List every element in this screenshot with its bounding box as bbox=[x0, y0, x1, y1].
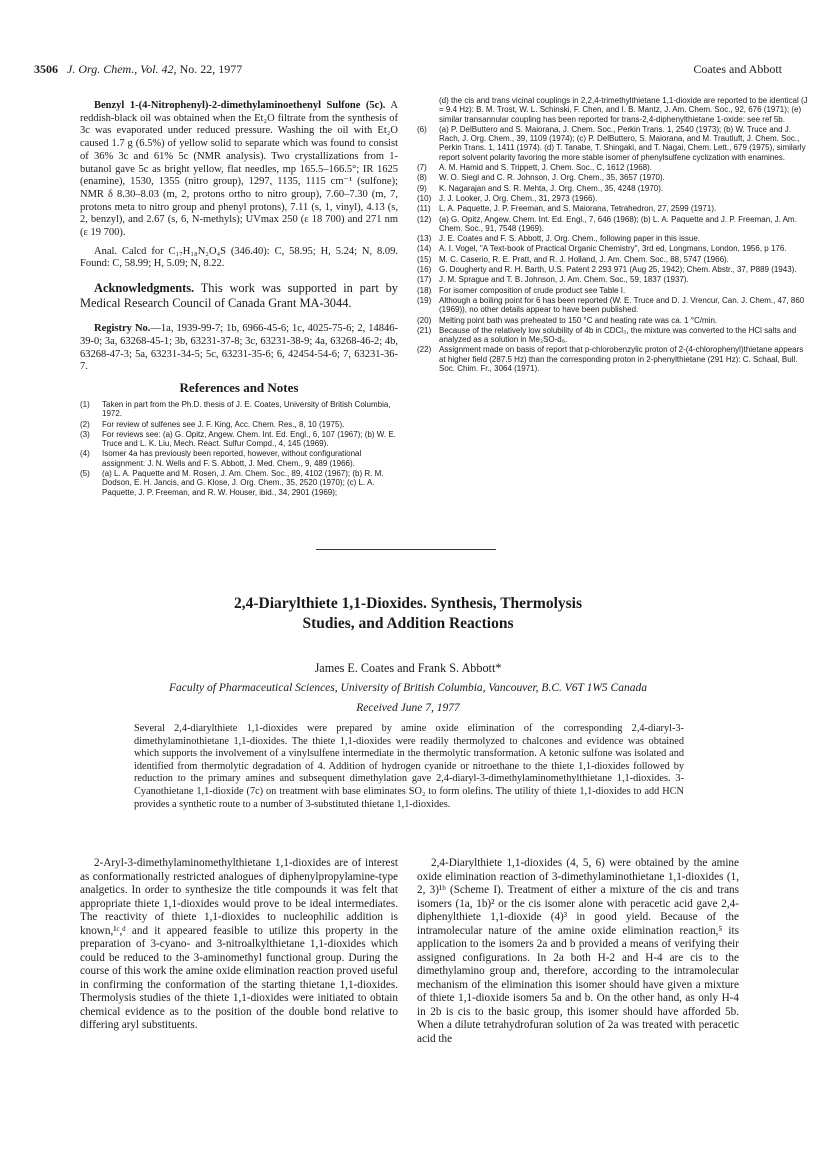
acknowledgments bbox=[80, 281, 398, 311]
ack-text: This work was supported in part by Medical Research Council of Canada Grant MA-3044. bbox=[80, 281, 398, 311]
ack-heading: Acknowledgments. bbox=[94, 281, 195, 296]
references-list-left bbox=[80, 400, 398, 497]
reference-item: (7) A. M. Hamid and S. Trippett, J. Chem. Soc., C, 1612 (1968). bbox=[417, 163, 652, 173]
reference-item: (14) A. I. Vogel, "A Text-book of Practical Organic Chemistry", 3rd ed, Longmans, London, 1956, p 176. bbox=[417, 244, 787, 254]
reference-item: (5) (a) L. A. Paquette and M. Rosen, J. Am. Chem. Soc., 89, 4102 (1967); (b) R. M. Dodson, E. H. Jancis, and G. Klose, J. Org. Chem., 35, 2520 (1970); (c) L. A. Paquette, J. P. Freeman, and R. W. Houser, ibid., 34, 2901 (1969); bbox=[80, 469, 384, 497]
references-heading: References and Notes bbox=[179, 379, 299, 395]
body-text-right: 2,4-Diarylthiete 1,1-dioxides (4, 5, 6) were obtained by the amine oxide elimination reaction of 3-dimethylaminothietane 1,1-dioxides (1, 2, 3)¹ᵇ (Scheme I). Treatment of either a mixture of the cis and trans isomers (1a, 1b)² or the cis isomer alone with peracetic acid gave 2,4-diphenylthiete 1,1-dioxide (4)³ in good yield. Because of the intramolecular nature of the amine oxide elimination reaction,⁵ its application to the isomers 2a and b provided a means of verifying their assigned configurations. In 2a both H-2 and H-4 are cis to the dimethylamino group and, therefore, according to the intramolecular mechanism of the elimination this isomer should have given a mixture of thiete 1,1-dioxide isomers 5a and b. On the other hand, as only H-4 in 2b is cis to the basic group, this isomer should have afforded 5b. When a dilute tetrahydrofuran solution of 2a was treated with peracetic acid the bbox=[417, 857, 739, 1045]
registry-text: —1a, 1939-99-7; 1b, 6966-45-6; 1c, 4025-75-6; 2, 14846-39-0; 3a, 63268-45-1; 3b, 63231-37-8; 3c, 63231-38-9; 4a, 63268-46-2; 4b, 63268-47-3; 5a, 63231-34-5; 5c, 63231-35-6; 6, 42454-54-6; 7, 63231-36-7. bbox=[80, 323, 398, 373]
reference-item: (10) J. J. Looker, J. Org. Chem., 31, 2973 (1966). bbox=[417, 193, 598, 203]
reference-continuation: (d) the cis and trans vicinal couplings in 2,2,4-trimethylthietane 1,1-dioxide are reported to be identical (J = 9.4 Hz): B. M. Trost, W. L. Schinski, F. Chen, and I. B. Mantz, J. Am. Chem. Soc., 92, 676 (1971); (e) similar transannular coupling has been reported for trans-2,4-diphenylthietane 1-oxide: see ref 5b. bbox=[439, 96, 808, 124]
reference-item: (19) Although a boiling point for 6 has been reported (W. E. Truce and D. J. Vrencur, Can. J. Chem., 47, 860 (1969)), no other details appear to have been published. bbox=[417, 295, 805, 315]
journal-issue: No. 22, 1977 bbox=[179, 62, 243, 76]
reference-item: (21) Because of the relatively low solubility of 4b in CDCl₃, the mixture was converted to the HCl salts and analyzed as a solution in Me₂SO-d₆. bbox=[417, 325, 797, 345]
registry-heading: Registry No. bbox=[94, 323, 151, 335]
left-column-top bbox=[80, 100, 398, 498]
page-number: 3506 bbox=[34, 62, 58, 76]
compound-text: A reddish-black oil was obtained when the Et₂O filtrate from the synthesis of 3c was evaporated under reduced pressure. Washing the oil with Et₂O caused 1.7 g (6.5%) of yellow solid to separate which was found to consist of 36% 3c and 61% 5c (NMR analysis). Two crystallizations from 1-butanol gave 5c as bright yellow, flat needles, mp 165.5–166.5°; IR 1625 (enamine), 1530, 1355 (nitro group), 1297, 1135, 1115 cm⁻¹ (sulfone); NMR δ 8.30–8.03 (m, 2, protons ortho to nitro group), 7.60–7.30 (m, 7, protons meta to nitro group and phenyl protons), 7.11 (s, 1, vinyl), 4.13 (s, 2, benzyl), and 2.67 (s, 6, N-methyls); UVmax 250 (ε 18 700) and 271 nm (ε 19 700). bbox=[80, 100, 398, 239]
header-citation bbox=[34, 62, 242, 77]
journal-name: J. Org. Chem., bbox=[67, 62, 138, 76]
reference-item: (22) Assignment made on basis of report that p-chlorobenzylic proton of 2-(4-chlorophenyl)thietane appears at higher field (287.5 Hz) than the corresponding proton in 2-phenylthietane (291 Hz): C. Schaal, Bull. Soc. Chim. Fr., 3064 (1971). bbox=[417, 345, 804, 374]
running-header bbox=[34, 62, 782, 76]
references-list-right bbox=[417, 96, 808, 374]
experimental-paragraph bbox=[80, 100, 398, 240]
registry-numbers bbox=[80, 323, 398, 374]
reference-item: (17) J. M. Sprague and T. B. Johnson, J. Am. Chem. Soc., 59, 1837 (1937). bbox=[417, 275, 689, 285]
reference-item: (16) G. Dougherty and R. H. Barth, U.S. Patent 2 293 971 (Aug 25, 1942); Chem. Abstr., 37, P889 (1943). bbox=[417, 265, 797, 275]
reference-item: (12) (a) G. Opitz, Angew. Chem. Int. Ed. Engl., 7, 646 (1968); (b) L. A. Paquette and J. P. Freeman, J. Am. Chem. Soc., 91, 7548 (1969). bbox=[417, 214, 797, 233]
reference-item: (6) (a) P. DelButtero and S. Maiorana, J. Chem. Soc., Perkin Trans. 1, 2540 (1973); (b) W. Truce and J. Rach, J. Org. Chem., 39, 1109 (1974); (c) P. DelButtero, S. Maiorana, and M. Trautluft, J. Chem. Soc., Perkin Trans. 1, 1411 (1974). (d) T. Tanabe, T. Shingaki, and T. Nagai, Chem. Lett., 679 (1975), similarly report solvent polarity favoring the more stable isomer of phenylsulfene cyclization with enamines. bbox=[417, 124, 806, 162]
article-authors: James E. Coates and Frank S. Abbott* bbox=[314, 661, 502, 675]
reference-item: (18) For isomer composition of crude product see Table I. bbox=[417, 285, 626, 295]
section-divider bbox=[316, 549, 496, 550]
received-date: Received June 7, 1977 bbox=[356, 702, 460, 714]
analysis-paragraph: Anal. Calcd for C₁₇H₁₈N₂O₄S (346.40): C, 58.95; H, 5.24; N, 8.09. Found: C, 58.99; H, 5.09; N, 8.22. bbox=[80, 245, 398, 270]
reference-item: (9) K. Nagarajan and S. R. Mehta, J. Org. Chem., 35, 4248 (1970). bbox=[417, 183, 664, 193]
article-title bbox=[80, 594, 736, 634]
abstract: Several 2,4-diarylthiete 1,1-dioxides were prepared by amine oxide elimination of the corresponding 2,4-diaryl-3-dimethylaminothietane 1,1-dioxides. The thiete 1,1-dioxides were readily thermolyzed to chalcones and evidence was obtained which supports the involvement of a vinylsulfene intermediate in the thermolytic transformation. A ketonic sulfone was isolated and identified from thermolytic degradation of 4. Addition of hydrogen cyanide or nitroethane to the thiete 1,1-dioxides followed by reduction to the primary amines and subsequent dimethylation gave 2,4-diaryl-3-dimethylaminomethylthietane 1,1-dioxides. 3-Cyanothietane 1,1-dioxide (7c) on treatment with base eliminates SO₂ to form olefins. The utility of thiete 1,1-dioxides to add HCN provides a synthetic route to a number of 3-substituted thietane 1,1-dioxides. bbox=[134, 723, 684, 810]
running-head-authors: Coates and Abbott bbox=[693, 62, 782, 76]
reference-item: (13) J. E. Coates and F. S. Abbott, J. Org. Chem., following paper in this issue. bbox=[417, 234, 701, 244]
reference-item: (11) L. A. Paquette, J. P. Freeman, and S. Maiorana, Tetrahedron, 27, 2599 (1971). bbox=[417, 204, 717, 214]
body-text-left: 2-Aryl-3-dimethylaminomethylthietane 1,1-dioxides are of interest as conformationally restricted analogues of diphenylpropylamine-type analgetics. In order to synthesize the title compounds it was felt that appropriate thiete 1,1-dioxides would prove to be ideal intermediates. The reactivity of thiete 1,1-dioxides to nucleophilic addition is known,¹ᶜ,ᵈ and it appeared feasible to utilize this property in the preparation of 3-cyano- and 3-nitroalkylthietane 1,1-dioxides which could be reduced to the 3-aminomethyl functional group. During the course of this work the amine oxide elimination reaction proved useful in confirming the conformation of the starting thietane 1,1-dioxides. Thermolysis studies of the thiete 1,1-dioxides were initiated to obtain chemical evidence as to the position of the double bond relative to differing aryl substituents. bbox=[80, 857, 398, 1031]
reference-item: (8) W. O. Siegl and C. R. Johnson, J. Org. Chem., 35, 3657 (1970). bbox=[417, 173, 665, 183]
journal-volume: Vol. 42, bbox=[140, 62, 177, 76]
reference-item: (15) M. C. Caserio, R. E. Pratt, and R. J. Holland, J. Am. Chem. Soc., 88, 5747 (1966). bbox=[417, 254, 729, 264]
title-line-1: 2,4-Diarylthiete 1,1-Dioxides. Synthesis, Thermolysis bbox=[233, 595, 583, 612]
article-affiliation: Faculty of Pharmaceutical Sciences, University of British Columbia, Vancouver, B.C. V6T 1W5 Canada bbox=[169, 682, 647, 694]
reference-item: (3) For reviews see: (a) G. Opitz, Angew. Chem. Int. Ed. Engl., 6, 107 (1967); (b) W. E. Truce and L. K. Liu, Mech. React. Sulfur Compd., 4, 145 (1969). bbox=[80, 429, 396, 449]
reference-item: (20) Melting point bath was preheated to 150 °C and heating rate was ca. 1 °C/min. bbox=[417, 315, 718, 325]
compound-heading: Benzyl 1-(4-Nitrophenyl)-2-dimethylaminoethenyl Sulfone (5c). bbox=[94, 100, 386, 111]
reference-item: (4) Isomer 4a has previously been reported, however, without configurational assignment: J. N. Wells and F. S. Abbott, J. Med. Chem., 9, 489 (1966). bbox=[80, 449, 362, 468]
title-line-2: Studies, and Addition Reactions bbox=[302, 615, 514, 632]
reference-item: (2) For review of sulfenes see J. F. King, Acc. Chem. Res., 8, 10 (1975). bbox=[80, 419, 345, 429]
reference-item: (1) Taken in part from the Ph.D. thesis of J. E. Coates, University of British Columbia, 1972. bbox=[80, 399, 391, 419]
